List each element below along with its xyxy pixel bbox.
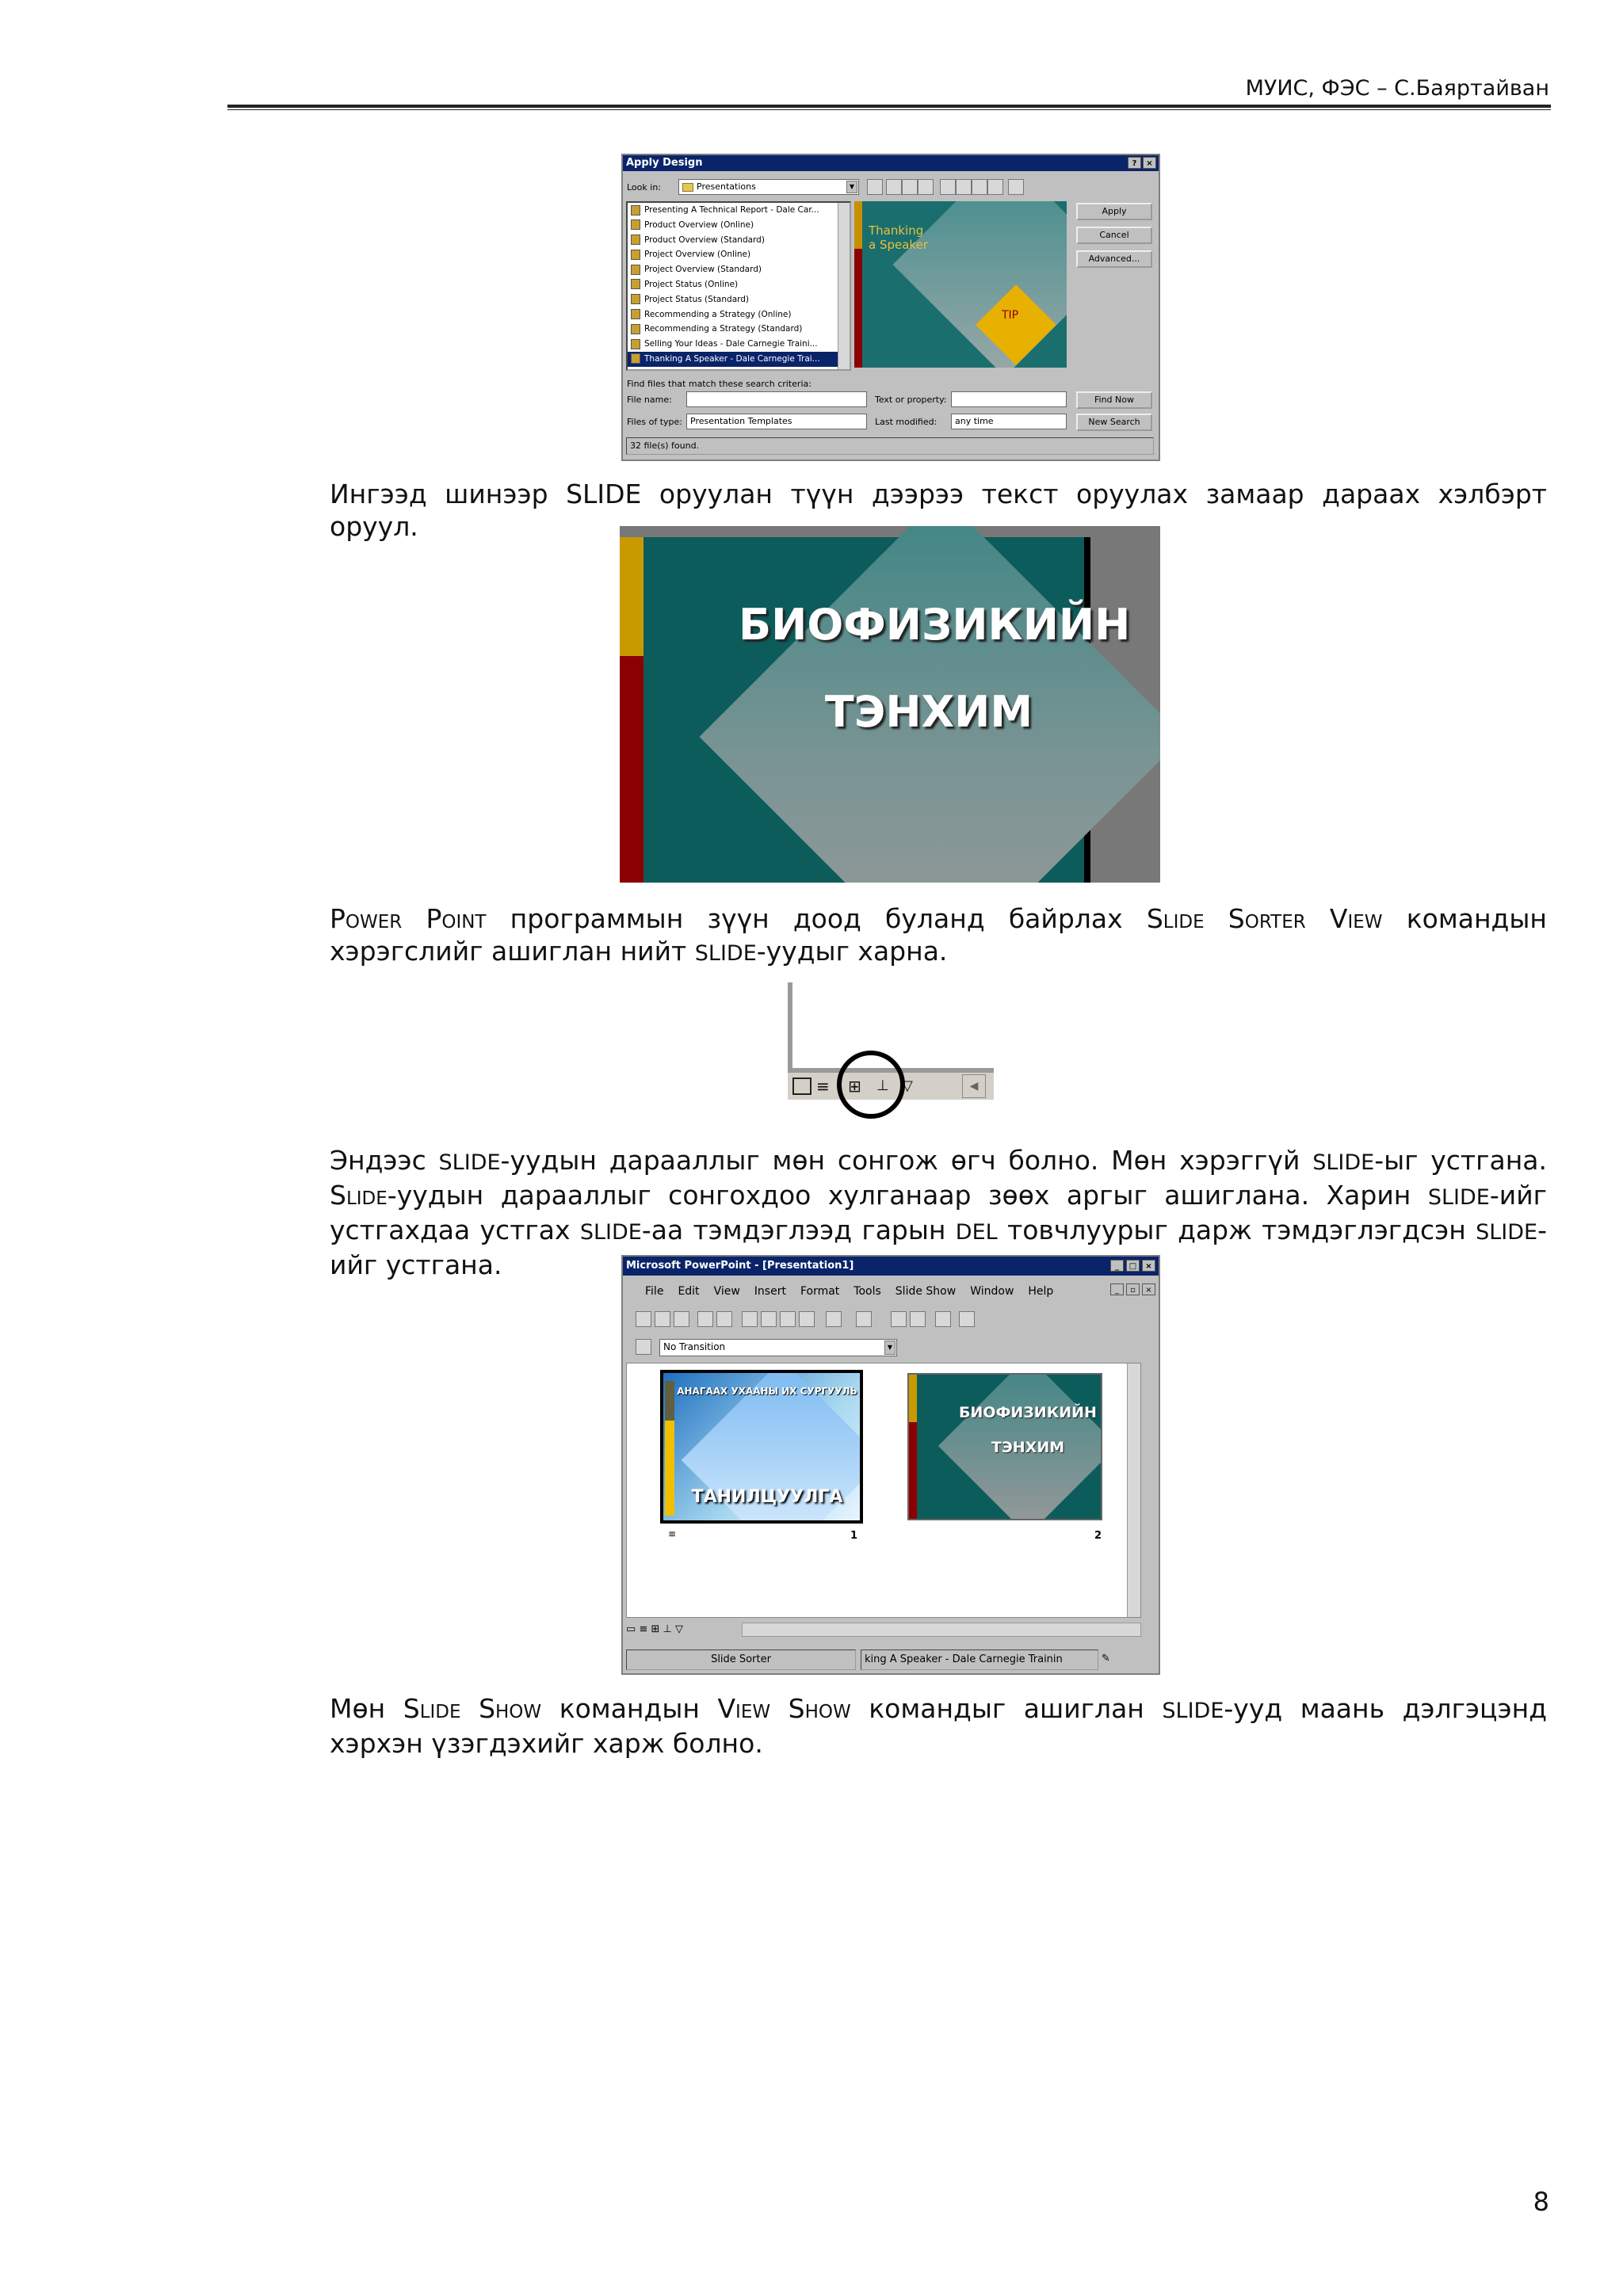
slide-preview-large — [620, 526, 1160, 883]
close-icon[interactable]: × — [1142, 1260, 1155, 1272]
status-bar: 32 file(s) found. — [626, 437, 1154, 455]
template-file-icon — [631, 294, 640, 304]
slide-show-icon[interactable]: ▽ — [902, 1077, 913, 1094]
look-in-label: Look in: — [627, 182, 661, 193]
list-item[interactable]: Thanking A Speaker - Dale Carnegie Trai... — [628, 352, 850, 367]
apply-design-dialog — [621, 154, 1160, 461]
menu-item-window[interactable]: Window — [970, 1285, 1014, 1298]
grayscale-icon[interactable] — [935, 1311, 951, 1327]
close-icon[interactable]: × — [1143, 157, 1156, 169]
slide2-title: БИОФИЗИКИЙН ТЭНХИМ — [959, 1404, 1097, 1456]
paragraph-3: Эндээс SLIDE-уудын дарааллыг мөн сонгож өгч болно. Мөн хэрэггүй SLIDE-ыг устгана. Slide-уудын дарааллыг сонгохдоо хулганаар зөөх аргыг ашиглана. Харин SLIDE-ийг устгахдаа устгах SLIDE-аа тэмдэглээд гарын DEL товчлуурыг дарж тэмдэглэгдсэн SLIDE-ийг устгана. — [330, 1145, 1547, 1280]
chevron-down-icon[interactable]: ▼ — [846, 181, 857, 193]
slide-sorter-view-icon[interactable]: ⊞ — [651, 1623, 660, 1635]
files-of-type-select[interactable]: Presentation Templates — [686, 414, 867, 429]
favorites-icon[interactable] — [902, 179, 918, 195]
list-item[interactable]: Recommending a Strategy (Standard) — [628, 322, 850, 337]
save-icon[interactable] — [674, 1311, 689, 1327]
slide1-heading: АНАГААХ УХААНЫ ИХ СУРГУУЛЬ — [677, 1386, 857, 1397]
template-file-icon — [631, 250, 640, 260]
slide-title: БИОФИЗИКИЙН ТЭНХИМ — [739, 600, 1131, 737]
slide-transition-indicator-icon: ≡ — [668, 1528, 677, 1539]
dialog-title: Apply Design — [626, 157, 703, 169]
spell-check-status-icon: ✎ — [1102, 1653, 1110, 1665]
header-rule — [227, 105, 1551, 108]
list-item[interactable]: Project Overview (Online) — [628, 247, 850, 262]
web-toolbar-icon[interactable] — [910, 1311, 926, 1327]
paragraph-1: Ингээд шинээр SLIDE оруулан түүн дээрээ текст оруулах замаар дараах хэлбэрт оруул. — [330, 479, 1547, 542]
preview-title: Thanking a Speaker — [869, 223, 928, 252]
transition-select[interactable]: No Transition ▼ — [659, 1339, 897, 1356]
design-preview — [854, 201, 1067, 368]
list-item[interactable]: Project Status (Standard) — [628, 292, 850, 307]
file-name-label: File name: — [627, 395, 672, 405]
notes-view-icon[interactable]: ⊥ — [876, 1077, 889, 1094]
doc-close-icon[interactable]: × — [1142, 1283, 1155, 1295]
find-criteria-label: Find files that match these search criteria: — [627, 379, 812, 389]
template-file-list[interactable] — [626, 201, 851, 371]
undo-icon[interactable] — [826, 1311, 842, 1327]
template-file-icon — [631, 235, 640, 245]
menu-item-edit[interactable]: Edit — [678, 1285, 700, 1298]
template-file-icon — [631, 339, 640, 349]
help-icon[interactable]: ? — [1128, 157, 1141, 169]
list-view-icon[interactable] — [940, 179, 956, 195]
outline-view-icon[interactable]: ≡ — [639, 1623, 648, 1635]
notes-view-icon[interactable]: ⊥ — [663, 1623, 672, 1635]
slide-show-icon[interactable]: ▽ — [675, 1623, 683, 1635]
template-file-icon — [631, 324, 640, 334]
highlight-circle — [837, 1051, 905, 1119]
copy-icon[interactable] — [761, 1311, 777, 1327]
menu-item-help[interactable]: Help — [1028, 1285, 1054, 1298]
commands-icon[interactable] — [1008, 179, 1024, 195]
cancel-button[interactable]: Cancel — [1076, 227, 1152, 244]
slide-thumbnail-2[interactable] — [907, 1373, 1102, 1520]
list-item[interactable]: Project Status (Online) — [628, 277, 850, 292]
last-modified-label: Last modified: — [875, 417, 938, 427]
menu-item-format[interactable]: Format — [800, 1285, 840, 1298]
menu-item-slide-show[interactable]: Slide Show — [895, 1285, 957, 1298]
text-property-input[interactable] — [951, 391, 1067, 407]
list-item[interactable]: Recommending a Strategy (Online) — [628, 307, 850, 322]
apply-button[interactable]: Apply — [1076, 203, 1152, 220]
scroll-left-icon[interactable]: ◀ — [962, 1074, 986, 1098]
format-painter-icon[interactable] — [799, 1311, 815, 1327]
chevron-down-icon[interactable]: ▼ — [884, 1341, 896, 1355]
folder-icon — [682, 183, 693, 192]
list-item[interactable]: Product Overview (Standard) — [628, 233, 850, 248]
details-view-icon[interactable] — [956, 179, 972, 195]
normal-view-icon[interactable] — [792, 1077, 812, 1095]
list-item[interactable]: Product Overview (Online) — [628, 218, 850, 233]
template-file-icon — [631, 219, 640, 230]
cut-icon[interactable] — [742, 1311, 758, 1327]
powerpoint-window — [621, 1255, 1160, 1675]
new-icon[interactable] — [636, 1311, 651, 1327]
properties-view-icon[interactable] — [972, 179, 987, 195]
template-file-icon — [631, 205, 640, 215]
paragraph-4: Мөн Slide Show командын View Show командыг ашиглан SLIDE-ууд маань дэлгэцэнд хэрхэн үзэгдэхийг харж болно. — [330, 1693, 1548, 1759]
slide-sorter-pane — [626, 1363, 1141, 1618]
template-file-icon — [631, 265, 640, 275]
ppt-status-bar — [626, 1650, 1155, 1670]
files-of-type-label: Files of type: — [627, 417, 683, 427]
preview-tip: TIP — [1002, 309, 1019, 322]
paragraph-2: Power Point программын зүүн доод буланд байрлах Slide Sorter View командын хэрэгслийг ашиглан нийт SLIDE-уудыг харна. — [330, 903, 1547, 967]
ppt-titlebar — [623, 1257, 1159, 1276]
new-search-button[interactable]: New Search — [1076, 414, 1152, 431]
slide-number-1: 1 — [850, 1530, 858, 1542]
advanced-button[interactable]: Advanced... — [1076, 250, 1152, 268]
template-file-icon — [631, 309, 640, 319]
spelling-icon[interactable] — [716, 1311, 732, 1327]
horizontal-scrollbar[interactable] — [742, 1623, 1141, 1637]
view-buttons-figure — [785, 982, 999, 1117]
standard-toolbar — [631, 1307, 1146, 1331]
slide-transition-icon[interactable] — [636, 1339, 651, 1355]
slide-number-2: 2 — [1094, 1530, 1102, 1542]
text-property-label: Text or property: — [875, 395, 947, 405]
find-now-button[interactable]: Find Now — [1076, 391, 1152, 409]
help-icon[interactable] — [959, 1311, 975, 1327]
maximize-icon[interactable]: □ — [1126, 1260, 1140, 1272]
minimize-icon[interactable]: _ — [1110, 1260, 1124, 1272]
outline-view-icon[interactable]: ≡ — [816, 1077, 830, 1096]
template-file-icon — [631, 279, 640, 289]
slide-thumbnail-1[interactable] — [660, 1370, 863, 1524]
preview-view-icon[interactable] — [987, 179, 1003, 195]
file-name-input[interactable] — [686, 391, 867, 407]
add-favorite-icon[interactable] — [918, 179, 934, 195]
redo-icon[interactable] — [856, 1311, 872, 1327]
status-view: Slide Sorter — [626, 1650, 856, 1670]
status-template: king A Speaker - Dale Carnegie Trainin — [861, 1650, 1098, 1670]
look-in-select[interactable]: Presentations ▼ — [678, 179, 859, 195]
list-item[interactable]: Selling Your Ideas - Dale Carnegie Traini... — [628, 337, 850, 352]
vertical-scrollbar[interactable] — [1127, 1363, 1140, 1617]
menu-item-insert[interactable]: Insert — [754, 1285, 786, 1298]
hyperlink-icon[interactable] — [891, 1311, 907, 1327]
list-item[interactable]: Presenting A Technical Report - Dale Car... — [628, 203, 850, 218]
view-buttons — [626, 1621, 745, 1638]
header-author: МУИС, ФЭС – С.Баяртайван — [1245, 76, 1549, 101]
list-scrollbar[interactable] — [838, 203, 850, 369]
slide1-title: ТАНИЛЦУУЛГА — [691, 1487, 843, 1507]
header-rule-thin — [227, 109, 1551, 110]
menu-item-view[interactable]: View — [713, 1285, 740, 1298]
list-item[interactable]: Project Overview (Standard) — [628, 262, 850, 277]
doc-minimize-icon[interactable]: _ — [1110, 1283, 1124, 1295]
doc-restore-icon[interactable]: ▫ — [1126, 1283, 1140, 1295]
menu-bar — [645, 1282, 1067, 1301]
paste-icon[interactable] — [780, 1311, 796, 1327]
last-modified-select[interactable]: any time — [951, 414, 1067, 429]
dialog-titlebar — [623, 155, 1159, 171]
menu-item-tools[interactable]: Tools — [854, 1285, 881, 1298]
page-number: 8 — [1533, 2187, 1549, 2217]
menu-item-file[interactable]: File — [645, 1285, 664, 1298]
ppt-title: Microsoft PowerPoint - [Presentation1] — [626, 1260, 854, 1272]
normal-view-icon[interactable]: ▭ — [626, 1623, 636, 1635]
template-file-icon — [631, 353, 640, 364]
search-web-icon[interactable] — [886, 179, 902, 195]
print-icon[interactable] — [697, 1311, 713, 1327]
up-folder-icon[interactable] — [867, 179, 883, 195]
slide-sorter-view-icon[interactable]: ⊞ — [848, 1077, 861, 1096]
open-icon[interactable] — [655, 1311, 670, 1327]
